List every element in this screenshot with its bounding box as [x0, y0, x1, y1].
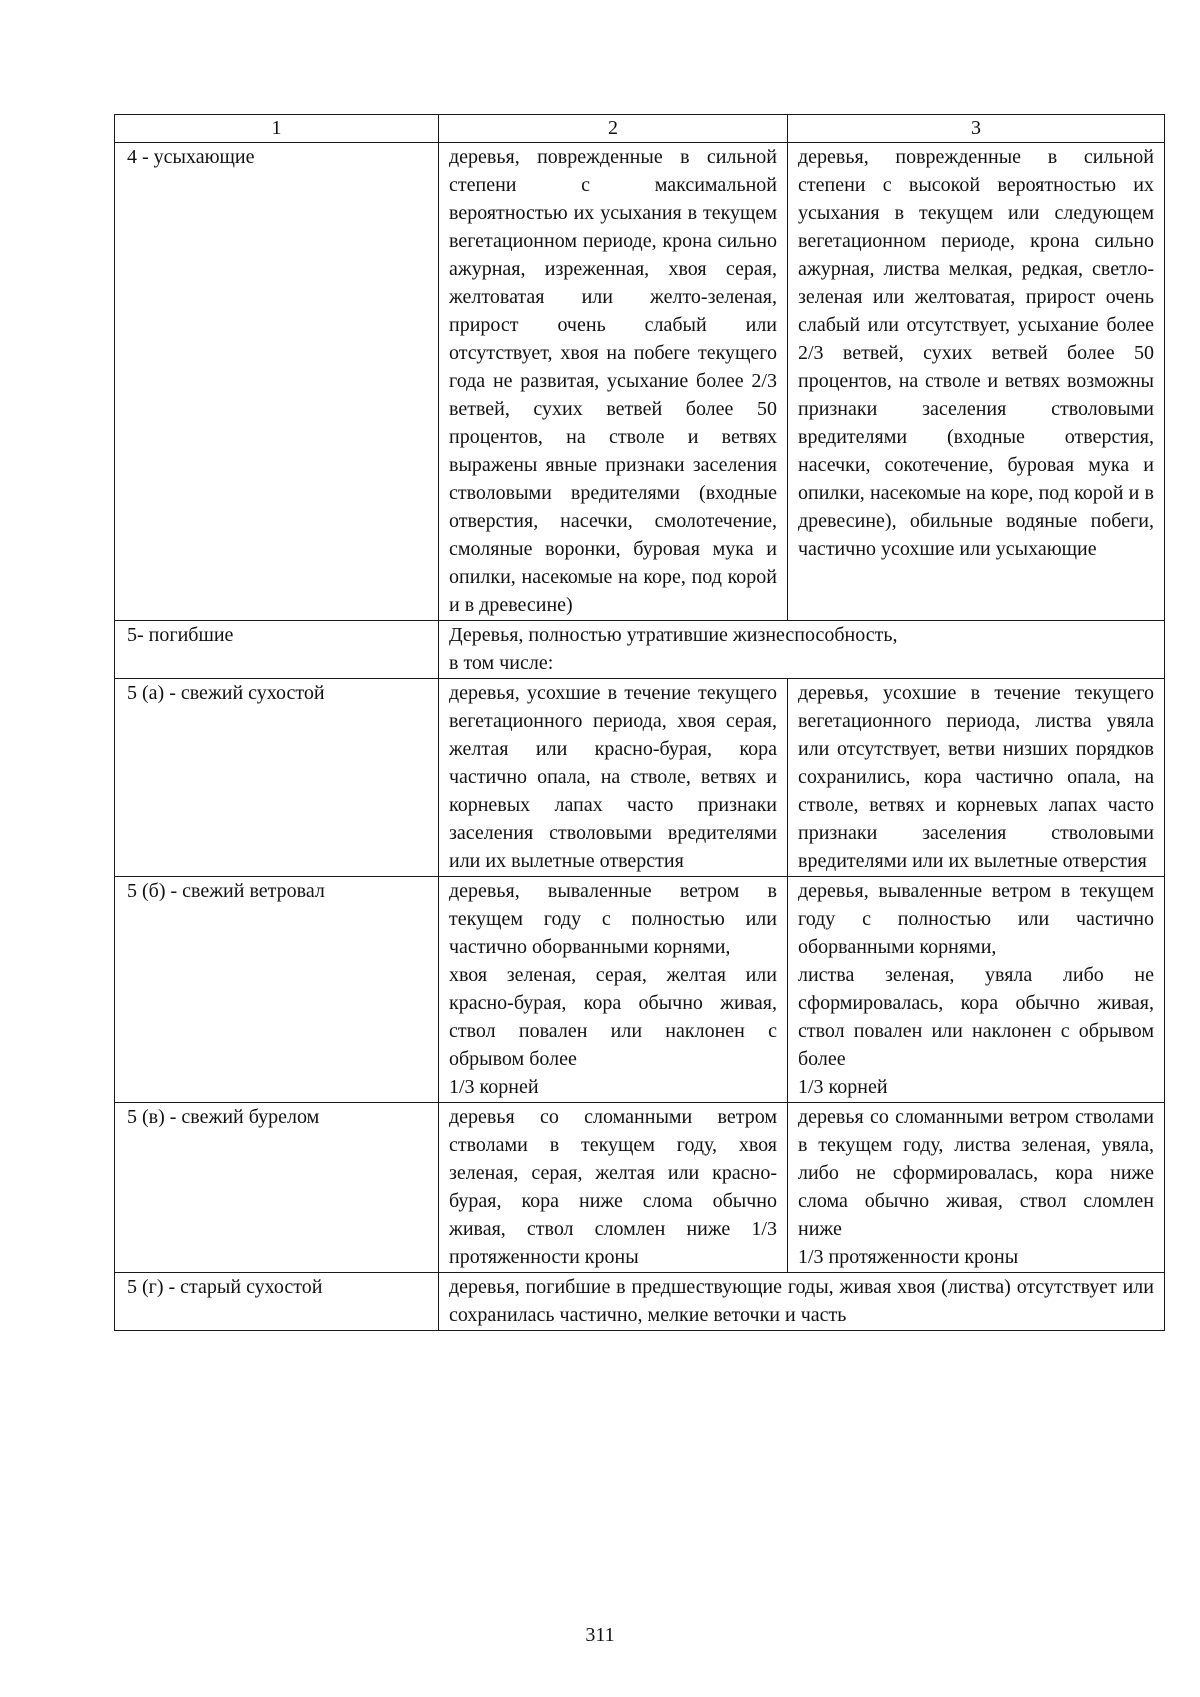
category-cell: 5 (б) - свежий ветровал	[115, 877, 439, 1103]
table-row	[115, 877, 1165, 1103]
conifer-description-cell: деревья, вываленные ветром в текущем году с полностью или частично оборванными корнями, хвоя зеленая, серая, желтая или красно-бурая, кора обычно живая, ствол повален или наклонен с обрывом более 1/3 корней	[439, 877, 788, 1103]
conifer-description-cell: деревья, усохшие в течение текущего вегетационного периода, хвоя серая, желтая или красно-бурая, кора частично опала, на стволе, ветвях и корневых лапах часто признаки заселения стволовыми вредителями или их вылетные отверстия	[439, 679, 788, 877]
conifer-description-cell: деревья, поврежденные в сильной степени с максимальной вероятностью их усыхания в текущем вегетационном периоде, крона сильно ажурная, изреженная, хвоя серая, желтоватая или желто-зеленая, прирост очень слабый или отсутствует, хвоя на побеге текущего года не развитая, усыхание более 2/3 ветвей, сухих ветвей более 50 процентов, на стволе и ветвях выражены явные признаки заселения стволовыми вредителями (входные отверстия, насечки, смолотечение, смоляные воронки, буровая мука и опилки, насекомые на коре, под корой и в древесине)	[439, 143, 788, 621]
page-number: 311	[585, 1624, 615, 1646]
column-header-3: 3	[788, 115, 1165, 143]
category-cell: 5 (а) - свежий сухостой	[115, 679, 439, 877]
classification-table	[114, 114, 1165, 1331]
table-row	[115, 1103, 1165, 1273]
category-cell: 4 - усыхающие	[115, 143, 439, 621]
deciduous-description-cell: деревья со сломанными ветром стволами в текущем году, листва зеленая, увяла, либо не сформировалась, кора ниже слома обычно живая, ствол сломлен ниже 1/3 протяженности кроны	[788, 1103, 1165, 1273]
table-row	[115, 1273, 1165, 1331]
table-row	[115, 143, 1165, 621]
table-row	[115, 679, 1165, 877]
conifer-description-cell: деревья со сломанными ветром стволами в текущем году, хвоя зеленая, серая, желтая или красно-бурая, кора ниже слома обычно живая, ствол сломлен ниже 1/3 протяженности кроны	[439, 1103, 788, 1273]
deciduous-description-cell: деревья, вываленные ветром в текущем году с полностью или частично оборванными корнями, листва зеленая, увяла либо не сформировалась, кора обычно живая, ствол повален или наклонен с обрывом более 1/3 корней	[788, 877, 1165, 1103]
deciduous-description-cell: деревья, поврежденные в сильной степени с высокой вероятностью их усыхания в текущем или следующем вегетационном периоде, крона сильно ажурная, листва мелкая, редкая, светло-зеленая или желтоватая, прирост очень слабый или отсутствует, усыхание более 2/3 ветвей, сухих ветвей более 50 процентов, на стволе и ветвях возможны признаки заселения стволовыми вредителями (входные отверстия, насечки, сокотечение, буровая мука и опилки, насекомые на коре, под корой и в древесине), обильные водяные побеги, частично усохшие или усыхающие	[788, 143, 1165, 621]
column-header-2: 2	[439, 115, 788, 143]
category-cell: 5 (г) - старый сухостой	[115, 1273, 439, 1331]
column-header-1: 1	[115, 115, 439, 143]
table-header-row	[115, 115, 1165, 143]
category-cell: 5 (в) - свежий бурелом	[115, 1103, 439, 1273]
deciduous-description-cell: деревья, усохшие в течение текущего вегетационного периода, листва увяла или отсутствует, ветви низших порядков сохранились, кора частично опала, на стволе, ветвях и корневых лапах часто признаки заселения стволовыми вредителями или их вылетные отверстия	[788, 679, 1165, 877]
table-row	[115, 621, 1165, 679]
merged-description-cell: Деревья, полностью утратившие жизнеспособность, в том числе:	[439, 621, 1165, 679]
category-cell: 5- погибшие	[115, 621, 439, 679]
merged-description-cell: деревья, погибшие в предшествующие годы, живая хвоя (листва) отсутствует или сохранилась частично, мелкие веточки и часть	[439, 1273, 1165, 1331]
